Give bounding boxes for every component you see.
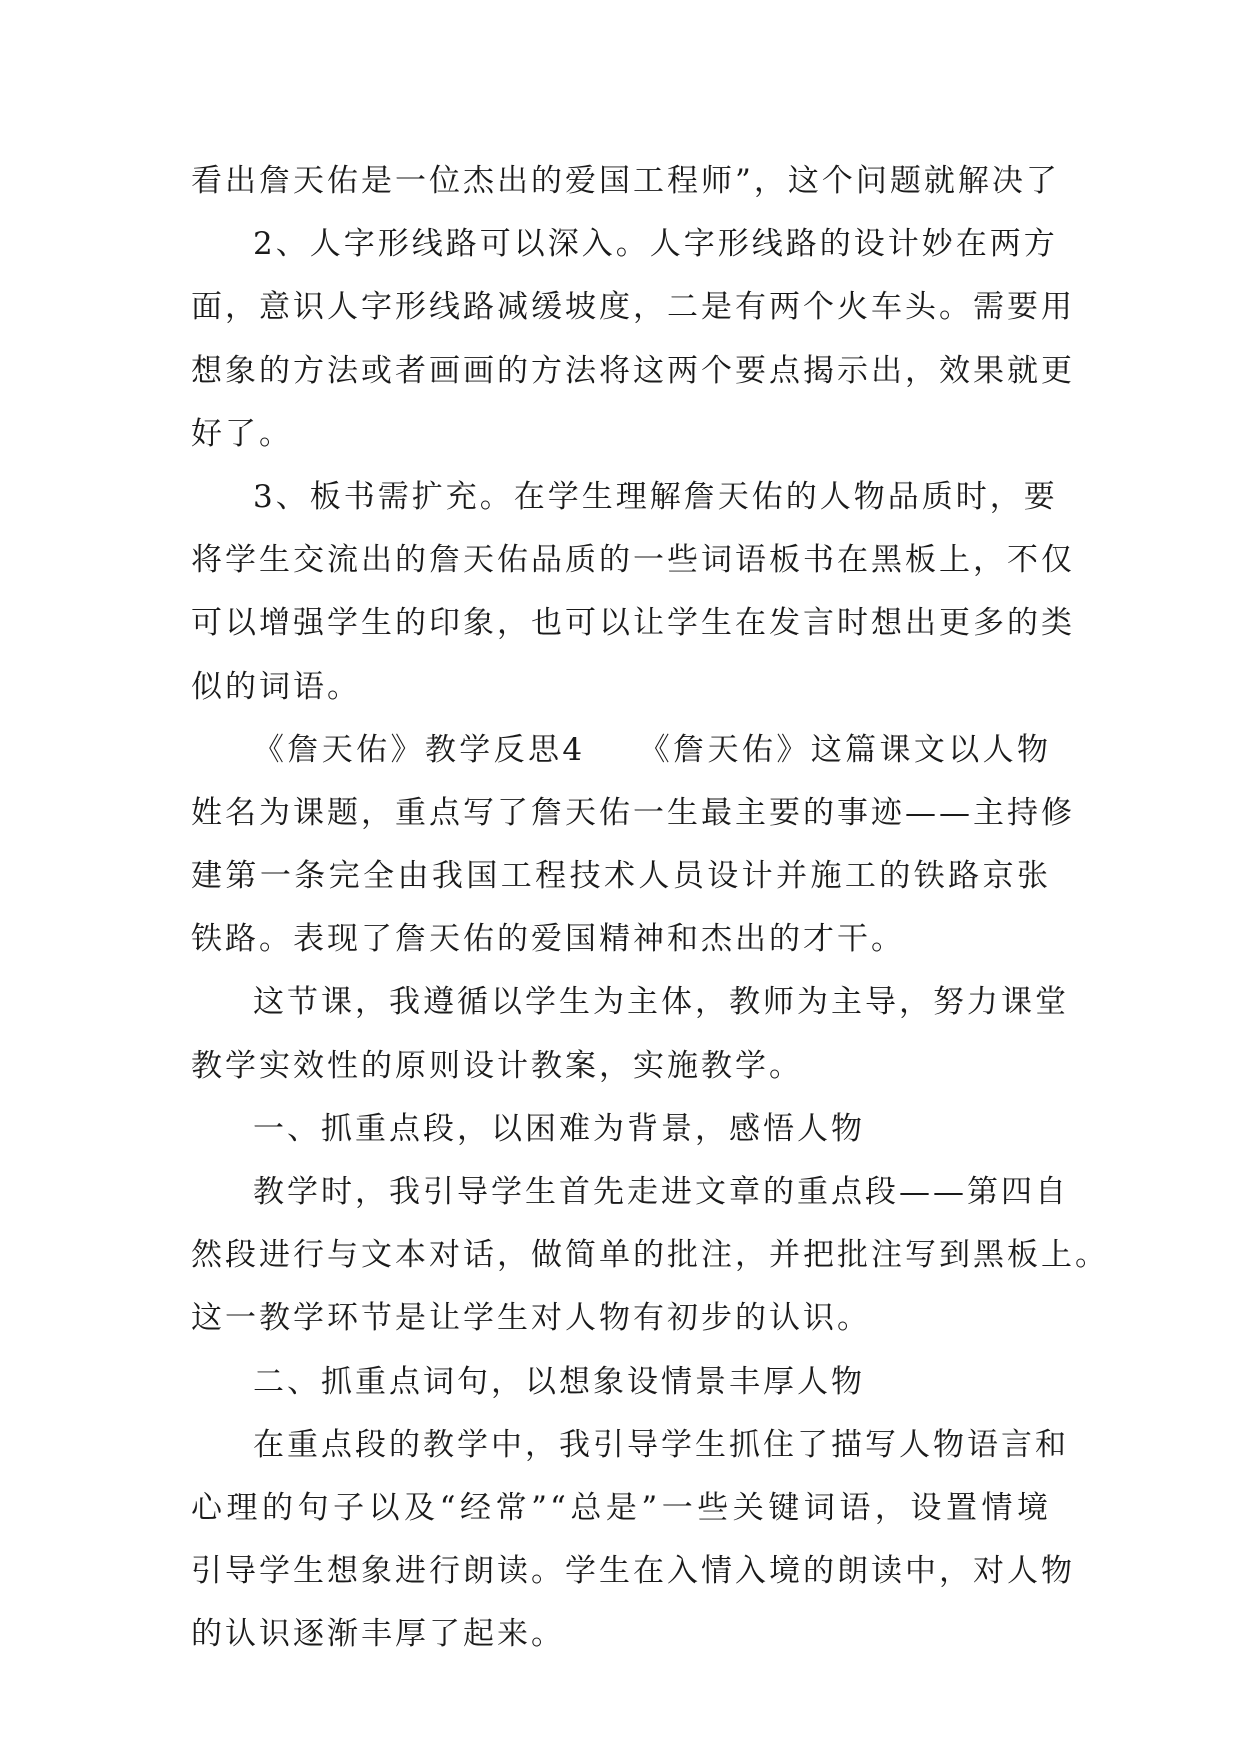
text-line: 《詹天佑》教学反思4 《詹天佑》这篇课文以人物	[253, 731, 1051, 768]
text-line: 建第一条完全由我国工程技术人员设计并施工的铁路京张	[191, 858, 1051, 895]
text-line: 似的词语。	[191, 668, 361, 705]
text-line: 将学生交流出的詹天佑品质的一些词语板书在黑板上，不仅	[191, 542, 1075, 579]
text-line: 引导学生想象进行朗读。学生在入情入境的朗读中，对人物	[191, 1553, 1075, 1590]
text-line: 看出詹天佑是一位杰出的爱国工程师”，这个问题就解决了	[191, 163, 1060, 199]
text-line: 在重点段的教学中，我引导学生抓住了描写人物语言和	[253, 1426, 1069, 1463]
text-line: 3、板书需扩充。在学生理解詹天佑的人物品质时，要	[253, 478, 1058, 515]
text-line: 面，意识人字形线路减缓坡度，二是有两个火车头。需要用	[191, 289, 1075, 326]
text-line: 这节课，我遵循以学生为主体，教师为主导，努力课堂	[253, 984, 1069, 1021]
text-line: 教学实效性的原则设计教案，实施教学。	[191, 1047, 803, 1084]
text-line: 可以增强学生的印象，也可以让学生在发言时想出更多的类	[191, 605, 1075, 642]
text-line: 教学时，我引导学生首先走进文章的重点段——第四自	[253, 1174, 1069, 1210]
text-line: 然段进行与文本对话，做简单的批注，并把批注写到黑板上。	[191, 1237, 1109, 1274]
section-heading: 一、抓重点段，以困难为背景，感悟人物	[253, 1110, 865, 1147]
text-line: 2、人字形线路可以深入。人字形线路的设计妙在两方	[253, 226, 1058, 263]
document-body	[191, 150, 1109, 1667]
text-line: 好了。	[191, 415, 293, 452]
text-line: 铁路。表现了詹天佑的爱国精神和杰出的才干。	[191, 921, 905, 958]
text-line: 想象的方法或者画画的方法将这两个要点揭示出，效果就更	[191, 352, 1075, 389]
text-line: 这一教学环节是让学生对人物有初步的认识。	[191, 1300, 871, 1337]
text-line: 姓名为课题，重点写了詹天佑一生最主要的事迹——主持修	[191, 794, 1075, 831]
section-heading: 二、抓重点词句，以想象设情景丰厚人物	[253, 1363, 865, 1400]
text-line: 的认识逐渐丰厚了起来。	[191, 1616, 565, 1653]
text-line: 心理的句子以及“经常”“总是”一些关键词语，设置情境	[191, 1489, 1051, 1526]
